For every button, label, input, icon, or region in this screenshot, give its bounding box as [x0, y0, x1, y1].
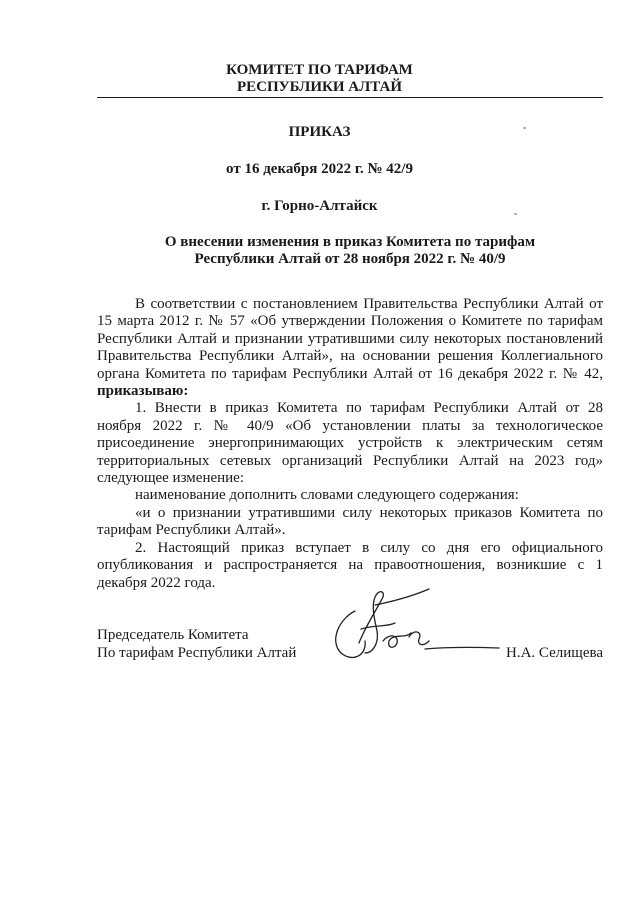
- org-name-line2: РЕСПУБЛИКИ АЛТАЙ: [236, 79, 403, 95]
- document-date-number: от 16 декабря 2022 г. № 42/9: [226, 161, 413, 177]
- position-line1: Председатель Комитета: [97, 627, 249, 643]
- document-city: г. Горно-Алтайск: [261, 198, 378, 214]
- item1-addition-paragraph: «и о признании утратившими силу некоторых приказов Комитета по тарифам Республики Алтай».: [97, 504, 603, 539]
- subject-line2: Республики Алтай от 28 ноября 2022 г. № 40/9: [194, 251, 506, 267]
- position-line2: По тарифам Республики Алтай: [97, 645, 297, 661]
- document-type: ПРИКАЗ: [288, 124, 351, 140]
- signatory-name: Н.А. Селищева: [506, 645, 604, 661]
- document-body: [97, 296, 603, 592]
- subject-line1: О внесении изменения в приказ Комитета по тарифам: [164, 234, 536, 250]
- item2-paragraph: 2. Настоящий приказ вступает в силу со дня его официального опубликования и распространяется на правоотношения, возникшие с 1 декабря 2022 года.: [97, 539, 603, 591]
- document-subject: [120, 234, 580, 268]
- scan-speck: [523, 127, 526, 129]
- preamble-paragraph: [97, 296, 603, 400]
- order-word: приказываю:: [97, 383, 189, 400]
- item1-paragraph: 1. Внести в приказ Комитета по тарифам Республики Алтай от 28 ноября 2022 г. № 40/9 «Об установлении платы за технологическое присоединение энергопринимающих устройств к электрическим сетям территориальных сетевых организаций Республики Алтай на 2023 год» следующее изменение:: [97, 400, 603, 487]
- org-header: [0, 62, 639, 96]
- item1-intro-paragraph: наименование дополнить словами следующего содержания:: [135, 487, 519, 504]
- preamble-text: В соответствии с постановлением Правительства Республики Алтай от 15 марта 2012 г. № 57 «Об утверждении Положения о Комитете по тарифам Республики Алтай и признании утратившими силу некоторых постановлений Правительства Республики Алтай», на основании решения Коллегиального органа Комитета по тарифам Республики Алтай от 16 декабря 2022 г. № 42,: [97, 296, 603, 382]
- signatory-position: [97, 626, 296, 662]
- handwritten-signature-icon: [325, 583, 500, 668]
- header-divider: [97, 97, 603, 98]
- scan-speck: [514, 213, 517, 215]
- org-name-line1: КОМИТЕТ ПО ТАРИФАМ: [226, 62, 413, 78]
